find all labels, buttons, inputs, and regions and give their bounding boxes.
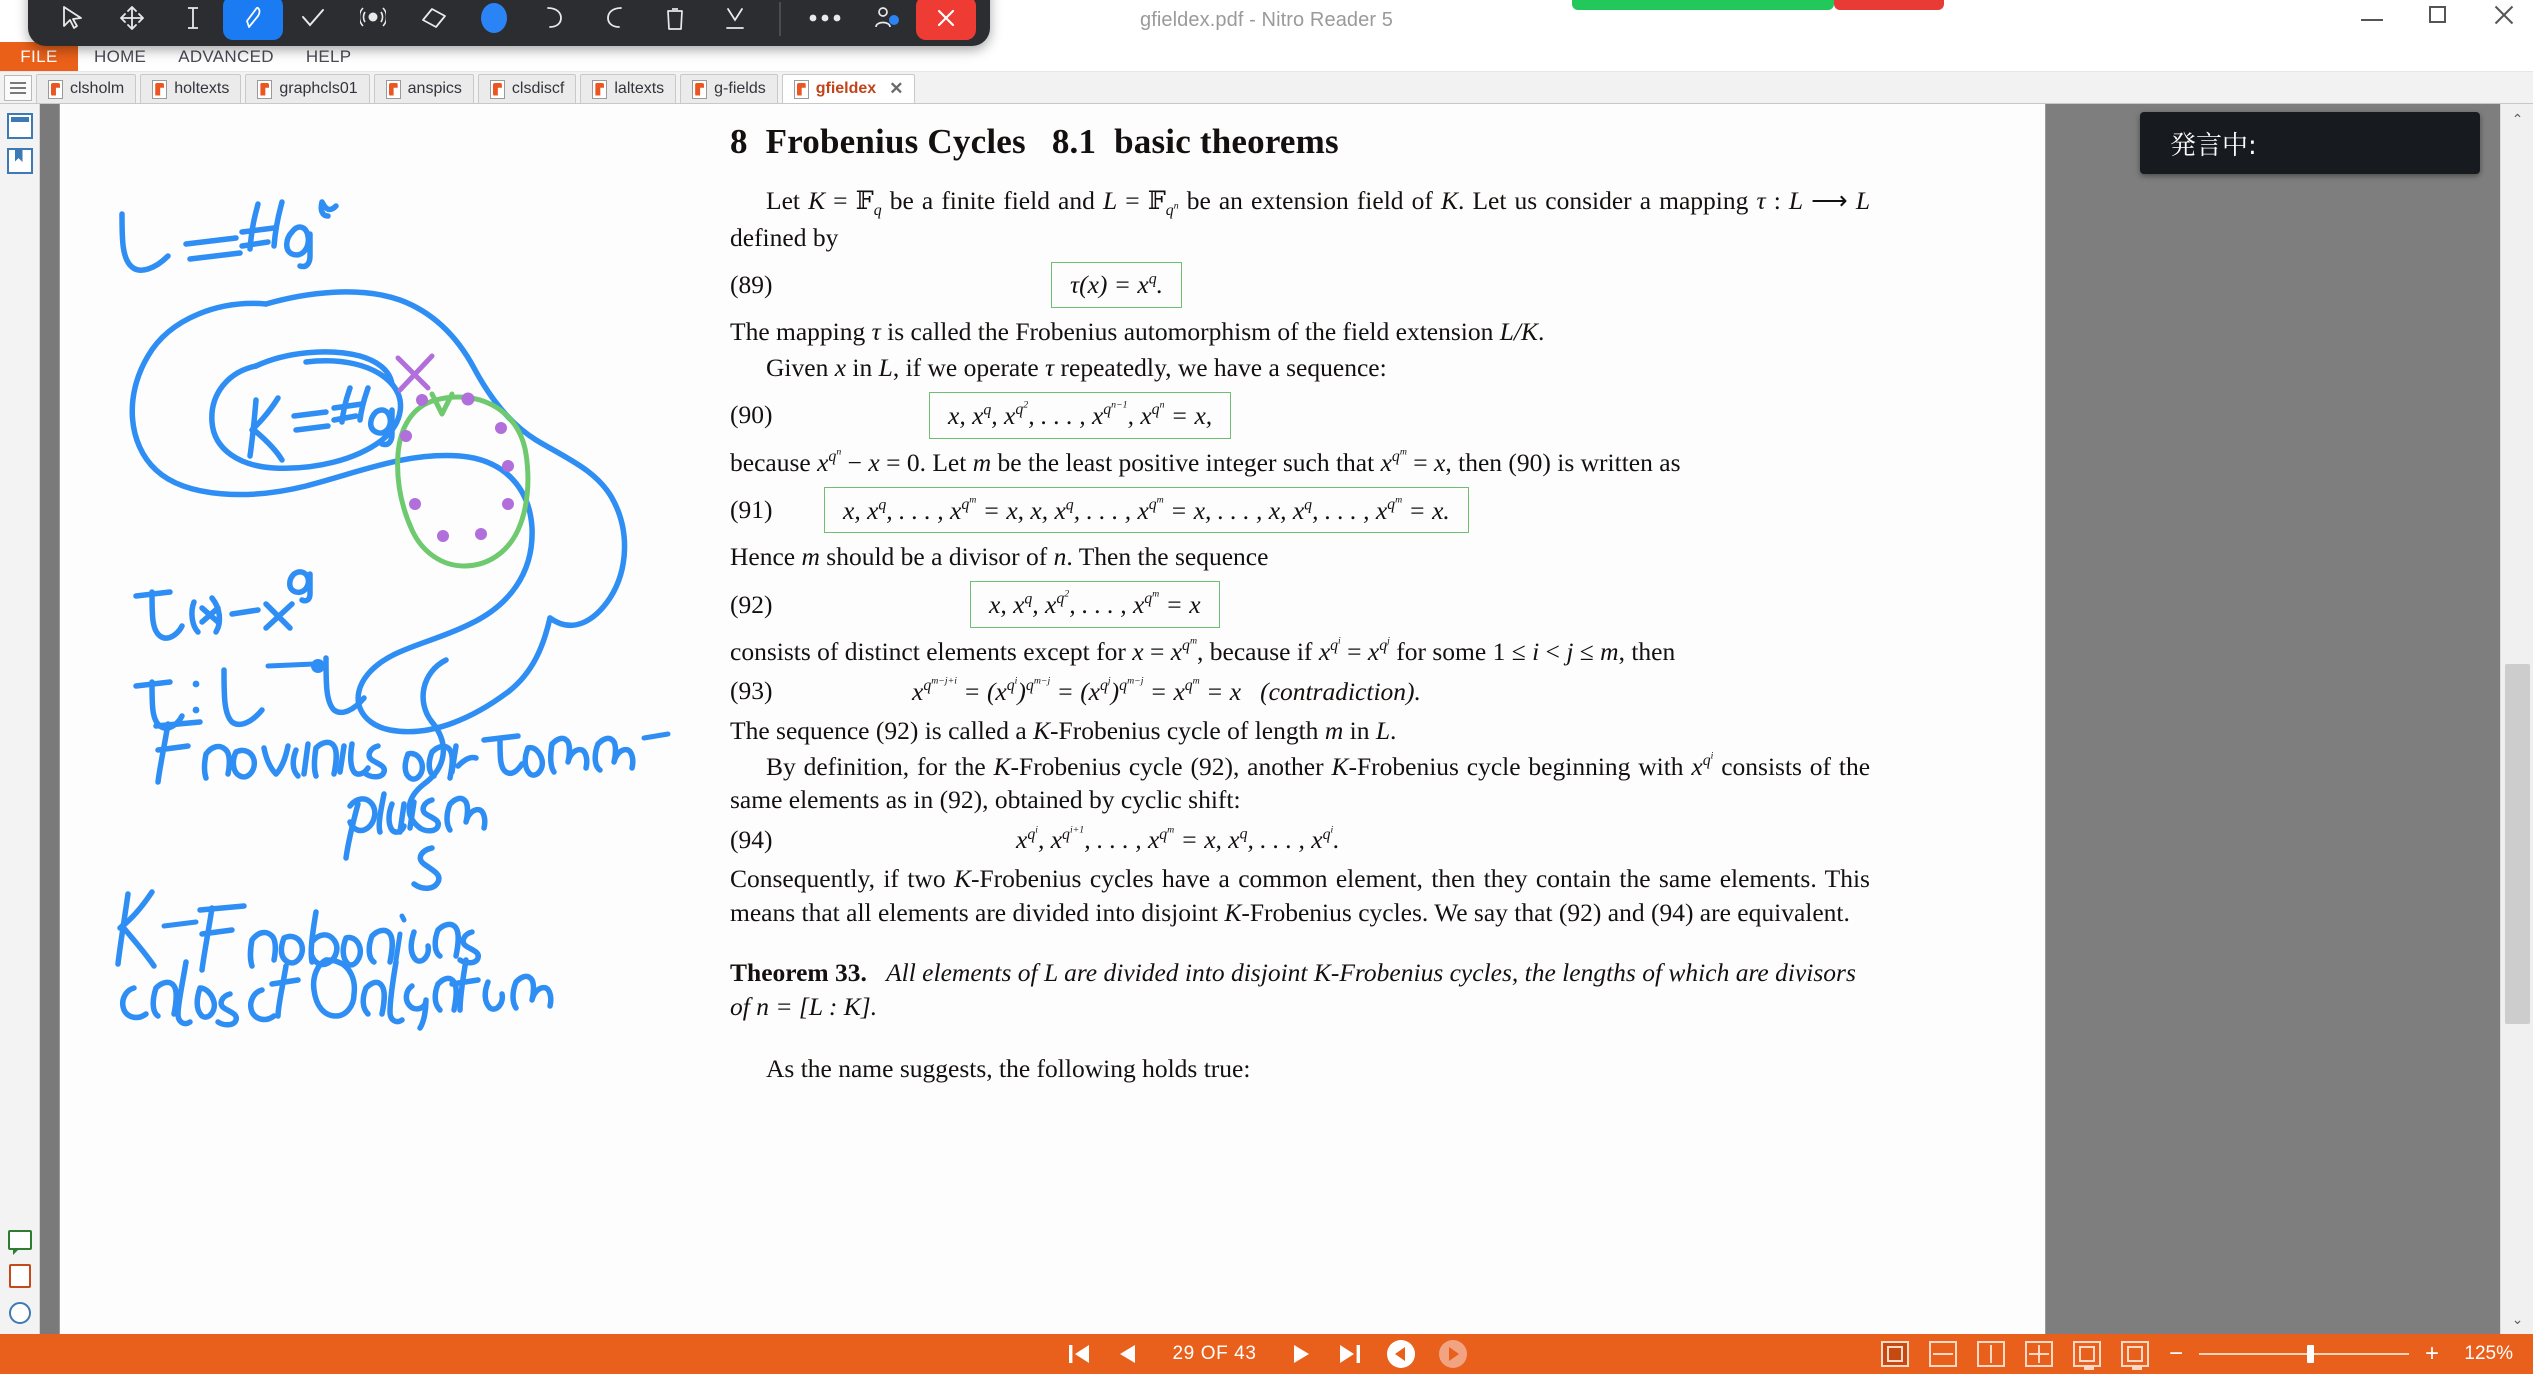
vertical-scrollbar[interactable] (2500, 104, 2533, 1334)
tab-label: holtexts (174, 80, 230, 97)
view-mode-fit-page[interactable] (2073, 1341, 2101, 1367)
previous-page-button[interactable] (1116, 1341, 1138, 1367)
pdf-text-content (730, 122, 1870, 1088)
tab-laltexts[interactable] (580, 74, 676, 103)
speaking-indicator-overlay (2140, 112, 2480, 174)
paragraph-5: Hence m should be a divisor of n. Then the sequence (730, 542, 1269, 572)
zoom-slider-handle[interactable] (2307, 1345, 2314, 1363)
equation-number: (89) (730, 270, 773, 300)
pdf-file-icon (257, 80, 272, 99)
target-circles-icon[interactable] (343, 0, 403, 40)
go-forward-button[interactable] (1439, 1340, 1467, 1368)
equation-91-box: x, $x^q$, . . . , $x^{q^m} = x$, x, $x^q$, . . . , $x^{q^m} = x$, . . . , x, $x^q$, . . . , $x^{q^m} = x$. (824, 487, 1469, 534)
scrollbar-thumb[interactable] (2505, 664, 2530, 1024)
signature-icon[interactable] (9, 1302, 31, 1324)
pdf-file-icon (592, 80, 607, 99)
ribbon-menu-bar (0, 42, 2533, 72)
view-mode-two-page-continuous[interactable] (2025, 1341, 2053, 1367)
paragraph-7: The sequence (92) is called a K-Frobenius cycle of length m in L. (730, 715, 1397, 745)
window-controls (2361, 4, 2515, 26)
menu-advanced[interactable]: ADVANCED (178, 46, 274, 66)
paragraph-1: Let K = 𝔽$_q$ be a finite field and L = 𝔽$_{q^n}$ be an extension field of K. Let us consider a mapping τ : L ⟶ L defined by (730, 186, 1870, 253)
tab-label: clsholm (70, 80, 125, 97)
equation-number: (92) (730, 589, 773, 619)
toolbar-divider (779, 2, 781, 36)
screen-share-green-strip (1572, 0, 1834, 10)
eraser-icon[interactable] (404, 0, 464, 40)
pdf-file-icon (490, 80, 505, 99)
page-indicator[interactable]: 29 OF 43 (1172, 1343, 1257, 1364)
equation-89-box: $\tau(x) = x^q$. (1051, 262, 1182, 308)
bookmark-icon[interactable] (7, 148, 33, 174)
blue-circle-icon[interactable] (464, 0, 524, 40)
menu-home[interactable]: HOME (94, 46, 147, 66)
view-mode-continuous[interactable] (1929, 1341, 1957, 1367)
view-and-zoom-group (1881, 1340, 2513, 1368)
document-tab-strip (0, 72, 2533, 104)
view-mode-fit-width[interactable] (2121, 1341, 2149, 1367)
equation-number: (91) (730, 494, 773, 524)
paragraph-2: The mapping τ is called the Frobenius automorphism of the field extension L/K. (730, 317, 1545, 347)
pdf-viewport[interactable] (40, 104, 2500, 1334)
tab-anspics[interactable] (374, 74, 474, 103)
tab-gfieldex[interactable] (782, 74, 916, 103)
view-mode-two-page[interactable] (1977, 1341, 2005, 1367)
cursor-arrow-icon[interactable] (42, 0, 102, 40)
tab-clsholm[interactable] (36, 74, 136, 103)
pdf-file-icon (386, 80, 401, 99)
theorem-label: Theorem 33. (730, 957, 867, 987)
paragraph-8: By definition, for the K-Frobenius cycle (92), another K-Frobenius cycle beginning with $x^{q^i}$ consists of the same elements as in (92), obtained by cyclic shift: (730, 750, 1871, 815)
equation-93-row (730, 676, 1870, 707)
tab-g-fields[interactable] (680, 74, 778, 103)
close-button[interactable] (2493, 4, 2515, 26)
ellipsis-icon[interactable] (795, 0, 855, 40)
pdf-file-icon (48, 80, 63, 99)
minimize-button[interactable] (2361, 4, 2383, 26)
paragraph-10: As the name suggests, the following holds true: (766, 1053, 1251, 1083)
pdf-file-icon (152, 80, 167, 99)
pages-icon[interactable] (7, 113, 33, 139)
recording-red-strip (1834, 0, 1944, 10)
status-bar (0, 1334, 2533, 1374)
close-x-icon[interactable] (916, 0, 976, 40)
equation-90-row (730, 392, 1870, 439)
comment-icon[interactable] (8, 1230, 32, 1250)
paragraph-4: because $x^{q^n} - x = 0$. Let m be the least positive integer such that $x^{q^m} = x$, then (90) is written as (730, 446, 1681, 477)
next-page-button[interactable] (1291, 1341, 1313, 1367)
scroll-up-arrow-icon[interactable]: ⌃ (2511, 110, 2524, 127)
first-page-button[interactable] (1066, 1341, 1092, 1367)
theorem-33: Theorem 33. All elements of L are divided into disjoint K-Frobenius cycles, the lengths of which are divisors of n = [L : K]. (730, 957, 1856, 1021)
zoom-slider[interactable] (2199, 1353, 2409, 1355)
zoom-out-button[interactable]: − (2168, 1340, 2183, 1367)
pdf-file-icon (794, 80, 809, 99)
menu-file[interactable]: FILE (0, 42, 78, 71)
equation-number: (90) (730, 400, 773, 430)
view-mode-single-page[interactable] (1881, 1341, 1909, 1367)
equation-94-row (730, 824, 1870, 855)
annotation-toolbar (28, 0, 990, 46)
tab-clsdiscf[interactable] (478, 74, 576, 103)
download-icon[interactable] (705, 0, 765, 40)
go-back-button[interactable] (1387, 1340, 1415, 1368)
paragraph-9: Consequently, if two K-Frobenius cycles have a common element, then they contain the same elements. This means that all elements are divided into disjoint K-Frobenius cycles. We say that (92) and (94) are equivalent. (730, 864, 1870, 927)
tab-label: clsdiscf (511, 80, 565, 97)
paragraph-3: Given x in L, if we operate τ repeatedly, we have a sequence: (766, 352, 1387, 382)
tab-holtexts[interactable] (140, 74, 241, 103)
tab-graphcls01[interactable] (245, 74, 369, 103)
paperclip-icon[interactable] (9, 1264, 31, 1288)
redo-arrow-icon[interactable] (584, 0, 644, 40)
equation-92-box: x, $x^q$, $x^{q^2}$, . . . , $x^{q^m} = x$ (970, 581, 1220, 628)
zoom-level-label[interactable]: 125% (2464, 1343, 2513, 1364)
rail-bottom-group (0, 1230, 40, 1324)
tab-label: graphcls01 (279, 80, 358, 97)
trash-icon[interactable] (645, 0, 705, 40)
scroll-down-arrow-icon[interactable]: ⌄ (2511, 1310, 2524, 1327)
equation-number: (94) (730, 824, 773, 854)
equation-94-body: $x^{q^i}$, $x^{q^{i+1}}$, . . . , $x^{q^m} = x$, $x^q$, . . . , $x^{q^i}$. (1016, 824, 1340, 855)
left-panel-rail (0, 104, 40, 1334)
page-title: 8 Frobenius Cycles 8.1 basic theorems (730, 122, 1339, 161)
tab-label: gfieldex (815, 80, 877, 97)
page-background-right (2045, 104, 2500, 1334)
equation-92-row (730, 581, 1870, 628)
equation-91-row (730, 487, 1870, 534)
zoom-in-button[interactable]: + (2424, 1340, 2439, 1367)
paragraph-6: consists of distinct elements except for $x = x^{q^m}$, because if $x^{q^i} = x^{q^j}$ for some 1 ≤ i < j ≤ m, then (730, 636, 1676, 666)
pen-icon[interactable] (223, 0, 283, 40)
checkmark-icon[interactable] (283, 0, 343, 40)
maximize-button[interactable] (2427, 4, 2449, 26)
share-person-icon[interactable] (855, 0, 915, 40)
tab-label: anspics (407, 80, 462, 97)
equation-89-row (730, 262, 1870, 308)
zoom-controls (2169, 1340, 2513, 1368)
window-title-text: gfieldex.pdf - Nitro Reader 5 (1139, 9, 1394, 31)
equation-90-box: x, $x^q$, $x^{q^2}$, . . . , $x^{q^{n-1}}$, $x^{q^n} = x$, (929, 392, 1231, 439)
tab-label: g-fields (714, 80, 766, 97)
speaking-label: 発言中: (2170, 130, 2257, 161)
equation-number: (93) (730, 676, 773, 706)
undo-arrow-icon[interactable] (524, 0, 584, 40)
equation-93-body: $x^{q^{m-j+i}} = (x^{q^i})^{q^{m-j}} = (x^{q^j})^{q^{m-j}} = x^{q^m} = x$ (contradiction). (912, 675, 1421, 706)
text-caret-icon[interactable] (163, 0, 223, 40)
move-arrows-icon[interactable] (102, 0, 162, 40)
tab-list-menu-button[interactable] (4, 75, 32, 101)
tab-close-icon[interactable]: ✕ (889, 79, 904, 98)
tab-label: laltexts (614, 80, 665, 97)
pdf-page (60, 104, 2045, 1334)
last-page-button[interactable] (1337, 1341, 1363, 1367)
pdf-file-icon (692, 80, 707, 99)
menu-help[interactable]: HELP (305, 46, 352, 66)
